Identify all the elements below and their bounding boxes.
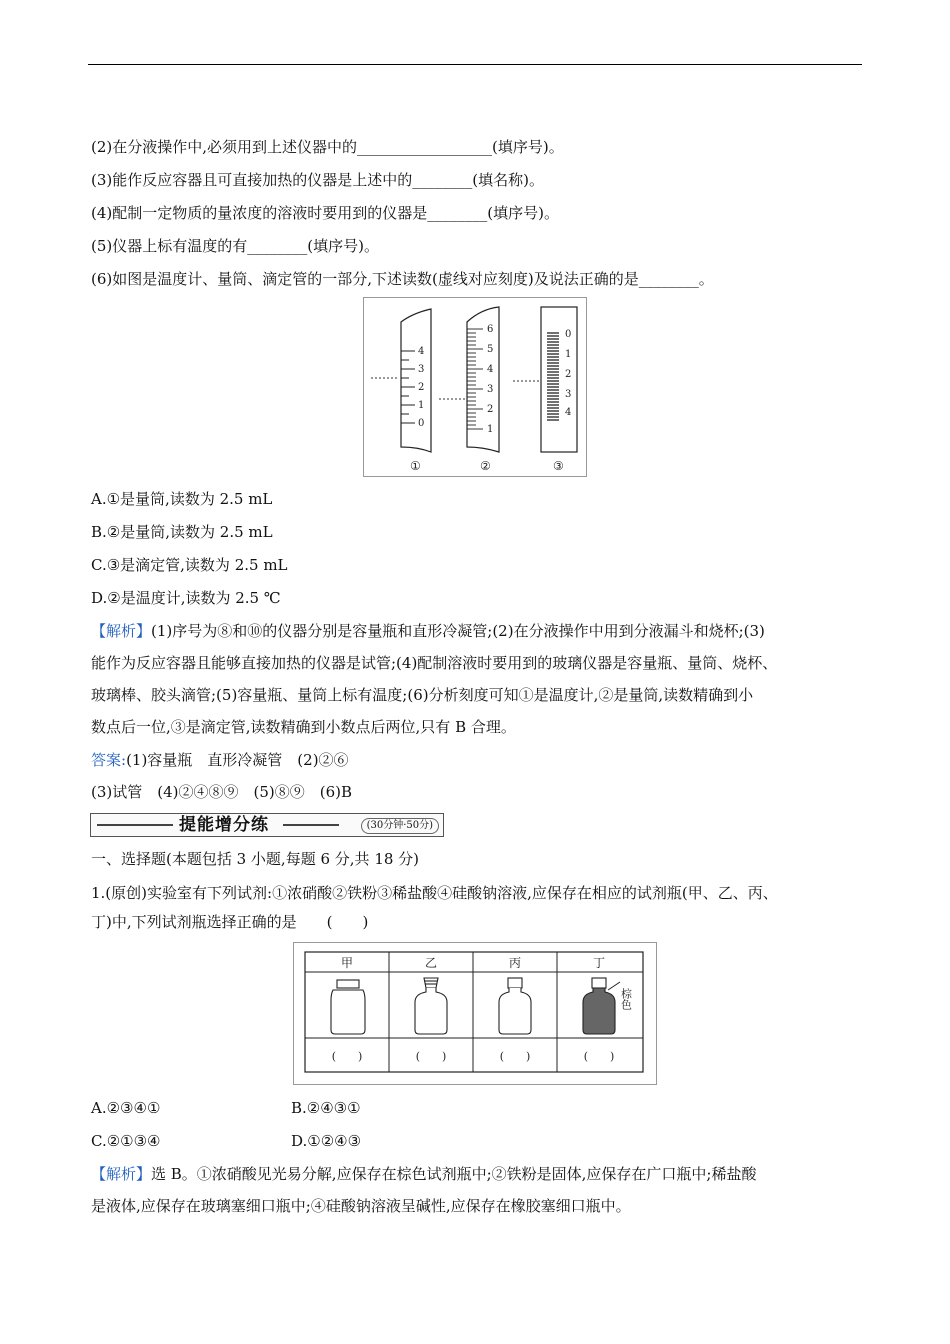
scale1-label: 0 xyxy=(418,418,425,429)
banner-title: 提能增分练 xyxy=(179,815,269,835)
analysis-line-3: 玻璃棒、胶头滴管;(5)容量瓶、量筒上标有温度;(6)分析刻度可知①是温度计,②是量筒,读数精确到小 xyxy=(91,686,754,704)
scale3-label: 2 xyxy=(565,369,572,380)
banner-bar-left xyxy=(97,824,173,826)
bottle-figure xyxy=(293,942,657,1085)
analysis-line-4: 数点后一位,③是滴定管,读数精确到小数点后两位,只有 B 合理。 xyxy=(91,718,516,736)
analysis2-line-1: 【解析】选 B。①浓硝酸见光易分解,应保存在棕色试剂瓶中;②铁粉是固体,应保存在广口瓶中;稀盐酸 xyxy=(91,1165,757,1183)
fig-label-2: ② xyxy=(480,459,491,473)
answer-label: 答案: xyxy=(91,751,127,769)
scale1-label: 1 xyxy=(418,400,425,411)
question-1-line-1: 1.(原创)实验室有下列试剂:①浓硝酸②铁粉③稀盐酸④硅酸钠溶液,应保存在相应的试剂瓶(甲、乙、丙、 xyxy=(91,884,778,902)
option-c: C.③是滴定管,读数为 2.5 mL xyxy=(91,556,288,574)
section-heading: 一、选择题(本题包括 3 小题,每题 6 分,共 18 分) xyxy=(91,850,420,868)
analysis-line-2: 能作为反应容器且能够直接加热的仪器是试管;(4)配制溶液时要用到的玻璃仪器是容量瓶、量筒、烧杯、 xyxy=(91,654,778,672)
option-d: D.②是温度计,读数为 2.5 ℃ xyxy=(91,589,281,607)
question-5: (5)仪器上标有温度的有________(填序号)。 xyxy=(91,237,379,255)
scale2-label: 1 xyxy=(487,424,494,435)
question-6: (6)如图是温度计、量筒、滴定管的一部分,下述读数(虚线对应刻度)及说法正确的是________。 xyxy=(91,270,714,288)
q1-option-a: A.②③④① xyxy=(91,1099,161,1117)
analysis2-line-2: 是液体,应保存在玻璃塞细口瓶中;④硅酸钠溶液呈碱性,应保存在橡胶塞细口瓶中。 xyxy=(91,1197,631,1215)
bottle-blank: ( ) xyxy=(583,1050,615,1063)
scale2-label: 5 xyxy=(487,344,494,355)
header-rule xyxy=(88,64,862,65)
fig-label-1: ① xyxy=(410,459,421,473)
question-3: (3)能作反应容器且可直接加热的仪器是上述中的________(填名称)。 xyxy=(91,171,544,189)
scale1-label: 3 xyxy=(418,364,425,375)
question-1-line-2: 丁)中,下列试剂瓶选择正确的是 ( ) xyxy=(91,913,369,931)
scale3-label: 4 xyxy=(565,407,572,418)
scale2-label: 3 xyxy=(487,384,494,395)
scale1-label: 2 xyxy=(418,382,425,393)
answer-line-2: (3)试管 (4)②④⑧⑨ (5)⑧⑨ (6)B xyxy=(91,783,353,801)
bottle-header-bing: 丙 xyxy=(508,956,522,970)
brown-label: 棕色 xyxy=(619,988,633,1010)
fig-label-3: ③ xyxy=(553,459,564,473)
banner-meta: (30分钟·50分) xyxy=(361,818,439,834)
question-4: (4)配制一定物质的量浓度的溶液时要用到的仪器是________(填序号)。 xyxy=(91,204,559,222)
bottle-header-ding: 丁 xyxy=(592,956,606,970)
option-a: A.①是量筒,读数为 2.5 mL xyxy=(91,490,273,508)
scale2-label: 4 xyxy=(487,364,494,375)
q1-option-b: B.②④③① xyxy=(291,1099,361,1117)
analysis-label: 【解析】 xyxy=(91,622,152,640)
q1-option-c: C.②①③④ xyxy=(91,1132,161,1150)
q1-option-d: D.①②④③ xyxy=(291,1132,362,1150)
bottle-blank: ( ) xyxy=(331,1050,363,1063)
bottle-header-jia: 甲 xyxy=(340,956,354,970)
scale2-label: 6 xyxy=(487,324,494,335)
bottle-blank: ( ) xyxy=(415,1050,447,1063)
answer-line-1: 答案:(1)容量瓶 直形冷凝管 (2)②⑥ xyxy=(91,751,349,769)
scale2-label: 2 xyxy=(487,404,494,415)
scale3-label: 0 xyxy=(565,329,572,340)
scale3-label: 3 xyxy=(565,389,572,400)
question-2: (2)在分液操作中,必须用到上述仪器中的__________________(填序号)。 xyxy=(91,138,564,156)
bottle-header-yi: 乙 xyxy=(424,956,438,970)
analysis-line-1: 【解析】(1)序号为⑧和⑩的仪器分别是容量瓶和直形冷凝管;(2)在分液操作中用到分液漏斗和烧杯;(3) xyxy=(91,622,765,640)
scale3-label: 1 xyxy=(565,349,572,360)
bottle-blank: ( ) xyxy=(499,1050,531,1063)
section-banner xyxy=(90,813,444,837)
banner-bar-right xyxy=(283,824,339,826)
scale-figure xyxy=(363,297,587,477)
scale1-label: 4 xyxy=(418,346,425,357)
option-b: B.②是量筒,读数为 2.5 mL xyxy=(91,523,273,541)
analysis2-label: 【解析】 xyxy=(91,1165,152,1183)
